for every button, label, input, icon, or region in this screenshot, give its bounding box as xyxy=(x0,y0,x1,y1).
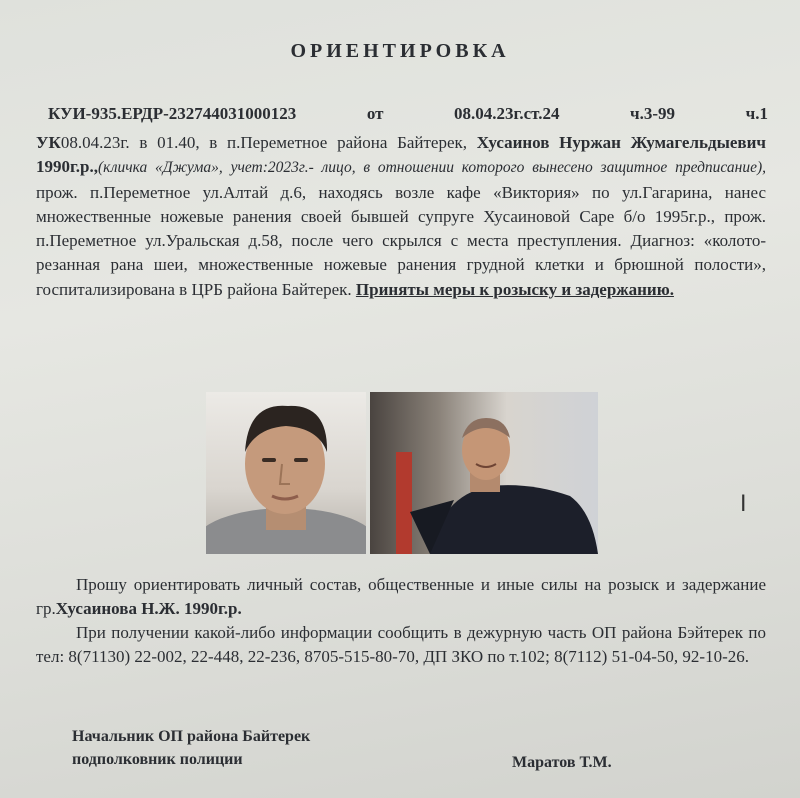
signatory-rank: подполковник полиции xyxy=(72,751,243,768)
suspect-photo-2 xyxy=(370,392,598,554)
measures-taken: Приняты меры к розыску и задержанию. xyxy=(355,279,674,299)
request-text: Прошу ориентировать личный состав, общественные и иные силы на розыск и задержание гр. xyxy=(36,575,766,618)
case-part-1: ч.3-99 xyxy=(630,104,676,123)
signatory-name: Маратов Т.М. xyxy=(512,754,612,771)
signatory-title: Начальник ОП района Байтерек xyxy=(72,728,311,745)
case-part-2: ч.1 xyxy=(745,104,768,123)
case-date-article: 08.04.23г.ст.24 xyxy=(454,104,560,123)
suspect-name: Хусаинов Нуржан Жумагельдыевич 1990г.р., xyxy=(36,133,766,177)
suspect-photo-1 xyxy=(206,392,366,554)
incident-description xyxy=(36,131,766,302)
incident-time-place: 08.04.23г. в 01.40, в п.Переметное района Байтерек, xyxy=(60,133,477,152)
contact-paragraph: При получении какой-либо информации сообщить в дежурную часть ОП района Бэйтерек по тел: 8(71130) 22-002, 22-448, 22-236, 8705-515-80-70, ДП ЗКО по т.102; 8(7112) 51-04-50, 92-10-26. xyxy=(36,623,766,666)
case-header xyxy=(48,104,768,124)
code-abbrev: УК xyxy=(36,133,61,152)
request-suspect-name: Хусаинова Н.Ж. 1990г.р. xyxy=(55,599,242,618)
document-title: ОРИЕНТИРОВКА xyxy=(290,40,510,62)
case-number: КУИ-935.ЕРДР-232744031000123 xyxy=(48,104,297,123)
request-block xyxy=(36,573,766,669)
suspect-note: (кличка «Джума», учет:2023г.- лицо, в отношении которого вынесено защитное предписание), xyxy=(98,159,766,177)
case-from: от xyxy=(366,104,384,123)
request-paragraph xyxy=(36,573,766,621)
incident-details: прож. п.Переметное ул.Алтай д.6, находясь возле кафе «Виктория» по ул.Гагарина, нанес множественные ножевые ранения своей бывшей супруге Хусаиновой Саре б/о 1995г.р., прож. п.Переметное ул.Уральская д.58, после чего скрылся с места преступления. Диагноз: «колото-резанная рана шеи, множественные ножевые ранения грудной клетки и брюшной полости», госпитализирована в ЦРБ района Байтерек. xyxy=(36,182,766,299)
text-cursor-icon: I xyxy=(740,492,747,517)
